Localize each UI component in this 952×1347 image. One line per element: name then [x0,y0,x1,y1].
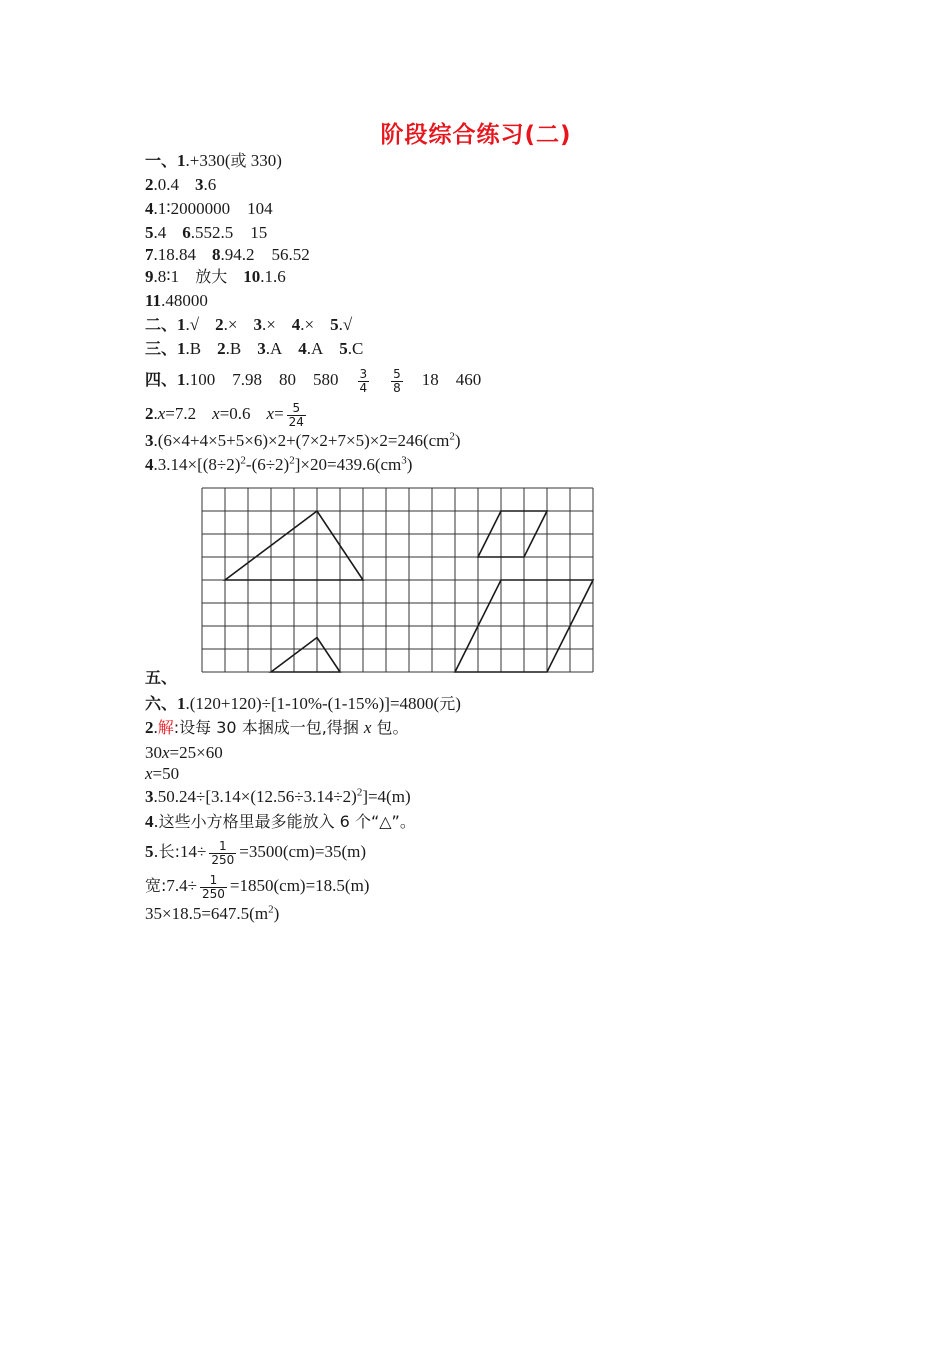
page-title: 阶段综合练习(二) [380,122,572,148]
answer-grid-figure [200,486,598,676]
sec5-line [145,668,177,688]
sec4-line3: $3.(6\times 4+4\times 5+5\times 6)\times 2+(7\times 2+7\times 5)\times 2=246(cm^2)$ [145,430,461,450]
sec1-line3: 4.1∶2000000 104 [145,199,273,218]
fraction-5-24: $\frac{5}{24}$ [288,400,304,429]
sec1-line1: 一、1.+330(或 330) [145,151,282,170]
sec6-label: 六、 [145,694,178,713]
sec6-line8: 宽:7.4÷ $\frac{1}{250}$ =1850(cm)=18.5(m) [145,872,370,901]
sec3-line: 三、1.B 2.B 3.A 4.A 5.C [145,339,364,358]
sec2-line: 二、1.√ 2.× 3.× 4.× 5.√ [145,315,353,334]
fraction-1-250-b: $\frac{1}{250}$ [202,872,225,901]
sec6-line9: $35\times 18.5=647.5(m^2)$ [145,903,280,923]
sec1-line5: 7.18.84 8.94.2 56.52 [145,245,310,264]
fraction-5-8: $\frac{5}{8}$ [393,366,401,395]
sec6-line1: 六、1.(120+120)÷[1-10%-(1-15%)]=4800(元) [145,694,461,713]
sec4-line1: 四、1.100 7.98 80 580 $\frac{3}{4}$ $\frac{5}{8}$ 18 460 [145,366,482,395]
sec1-line4: 5.4 6.552.5 15 [145,223,268,242]
sec5-label: 五、 [145,668,178,687]
sec4-label: 四、 [145,370,178,389]
sec6-line6: 4.这些小方格里最多能放入 6 个“△”。 [145,812,416,831]
sec1-line6: 9.8∶1 放大 10.1.6 [145,267,286,286]
sec4-line2: 2.x=7.2 x=0.6 x= $\frac{5}{24}$ [145,400,304,429]
sec6-line7: 5.长:14÷ $\frac{1}{250}$ =3500(cm)=35(m) [145,838,367,867]
sec1-label: 一、 [145,151,178,170]
sec1-line7: 11.48000 [145,291,208,310]
sec4-line4: $4.3.14\times[(8\div 2)^2-(6\div 2)^2]\times 20=439.6(cm^3)$ [145,454,413,474]
solution-label: 解 [157,718,174,737]
triangle-small [271,638,340,673]
fraction-3-4: $\frac{3}{4}$ [359,366,368,395]
sec6-line2: 2.解:设每 30 本捆成一包,得捆 x 包。 [145,718,409,737]
sec1-line2: 2.0.4 3.6 [145,175,217,194]
sec6-line3: 30x=25×60 [145,743,223,762]
sec3-label: 三、 [145,339,178,358]
sec6-line4: x=50 [145,764,180,783]
fraction-1-250: $\frac{1}{250}$ [211,838,235,867]
sec6-line5: $3.50.24\div[3.14\times(12.56\div 3.14\div 2)^2]=4(m)$ [145,786,411,806]
sec2-label: 二、 [145,315,178,334]
